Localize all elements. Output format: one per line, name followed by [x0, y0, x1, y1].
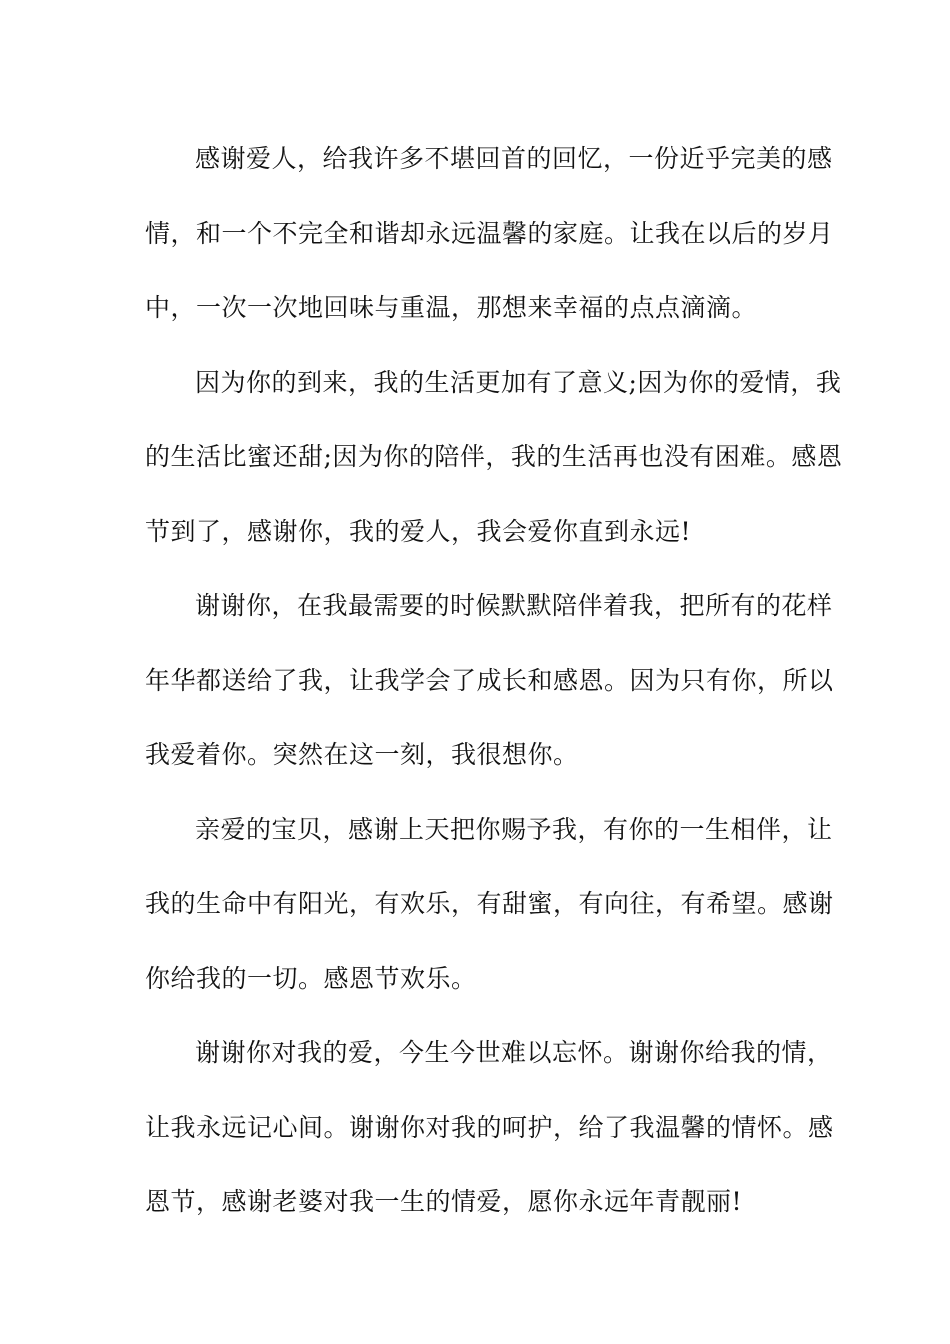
paragraph-2-line-3: 节到了，感谢你，我的爱人，我会爱你直到永远! — [145, 516, 692, 546]
paragraph-4-line-3: 你给我的一切。感恩节欢乐。 — [145, 963, 477, 993]
paragraph-4 — [145, 793, 834, 1017]
paragraph-1 — [145, 122, 834, 346]
paragraph-2-line-2: 的生活比蜜还甜;因为你的陪伴，我的生活再也没有困难。感恩 — [145, 442, 843, 471]
paragraph-2-line-1: 因为你的到来，我的生活更加有了意义;因为你的爱情，我 — [195, 367, 842, 397]
paragraph-3-line-1: 谢谢你，在我最需要的时候默默陪伴着我，把所有的花样 — [195, 591, 833, 620]
paragraph-3-line-2: 年华都送给了我，让我学会了成长和感恩。因为只有你，所以 — [145, 665, 834, 695]
paragraph-5-line-1: 谢谢你对我的爱，今生今世难以忘怀。谢谢你给我的情， — [195, 1038, 833, 1067]
paragraph-1-line-2: 情，和一个不完全和谐却永远温馨的家庭。让我在以后的岁月 — [145, 218, 834, 248]
paragraph-3 — [145, 569, 834, 793]
paragraph-5-line-2: 让我永远记心间。谢谢你对我的呵护，给了我温馨的情怀。感 — [145, 1112, 834, 1142]
paragraph-1-line-3: 中，一次一次地回味与重温，那想来幸福的点点滴滴。 — [145, 293, 758, 322]
paragraph-3-line-3: 我爱着你。突然在这一刻，我很想你。 — [145, 740, 579, 769]
paragraph-1-line-1: 感谢爱人，给我许多不堪回首的回忆，一份近乎完美的感 — [195, 144, 833, 173]
document-body — [145, 122, 843, 1240]
paragraph-5-line-3: 恩节，感谢老婆对我一生的情爱，愿你永远年青靓丽! — [145, 1187, 743, 1216]
paragraph-5 — [145, 1016, 834, 1240]
paragraph-2 — [145, 346, 843, 570]
paragraph-4-line-2: 我的生命中有阳光，有欢乐，有甜蜜，有向往，有希望。感谢 — [145, 889, 834, 918]
paragraph-4-line-1: 亲爱的宝贝，感谢上天把你赐予我，有你的一生相伴，让 — [195, 814, 833, 844]
